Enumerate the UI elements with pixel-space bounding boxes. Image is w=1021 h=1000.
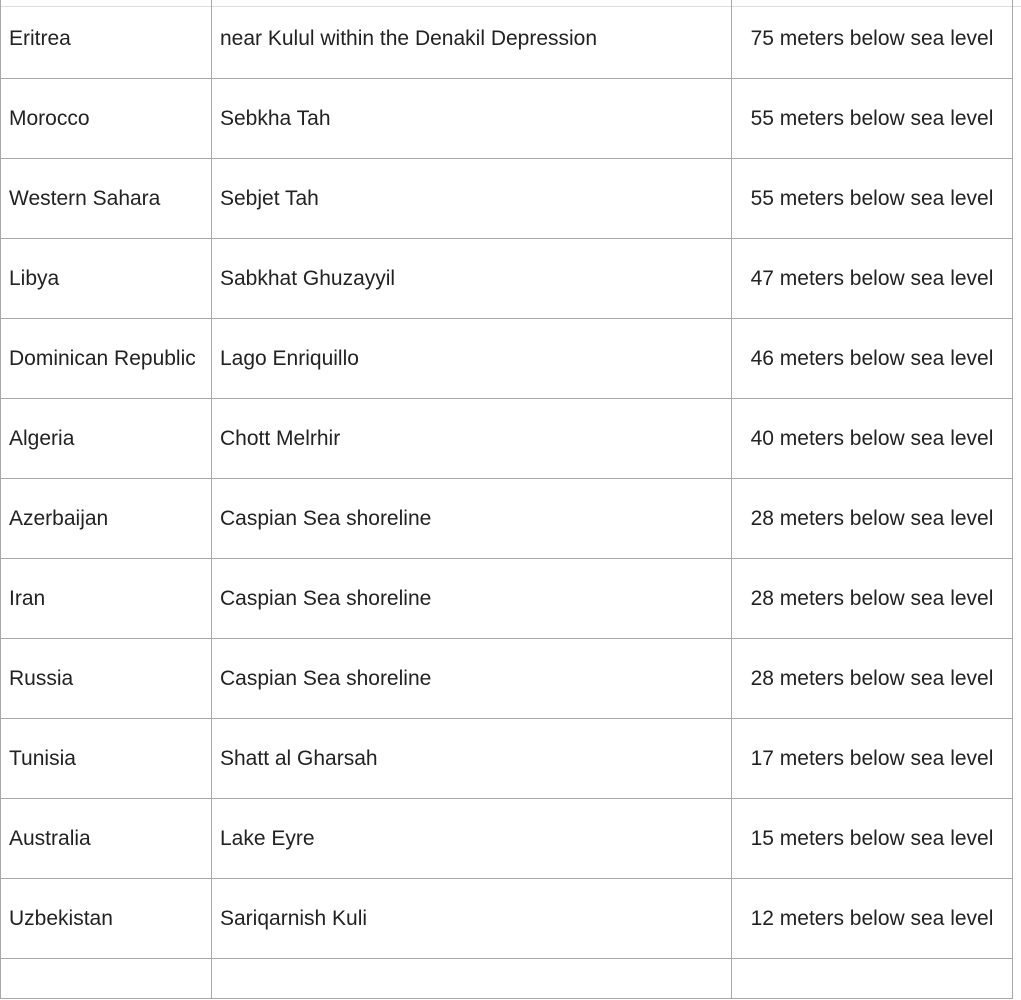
location-cell: Lago Enriquillo xyxy=(212,319,732,399)
elevation-cell: 40 meters below sea level xyxy=(732,399,1013,479)
location-cell: Shatt al Gharsah xyxy=(212,719,732,799)
table-row-cut-off xyxy=(1,959,1013,999)
location-cell: Sebkha Tah xyxy=(212,79,732,159)
elevation-cell: 28 meters below sea level xyxy=(732,559,1013,639)
table-row xyxy=(1,79,1013,159)
location-cell: Sariqarnish Kuli xyxy=(212,879,732,959)
location-cell: Chott Melrhir xyxy=(212,399,732,479)
country-cell: Eritrea xyxy=(1,0,212,79)
location-cell: Lake Eyre xyxy=(212,799,732,879)
location-cell: Sabkhat Ghuzayyil xyxy=(212,239,732,319)
table-row xyxy=(1,559,1013,639)
elevation-cell-empty xyxy=(732,959,1013,999)
country-cell: Iran xyxy=(1,559,212,639)
elevation-cell: 46 meters below sea level xyxy=(732,319,1013,399)
country-cell: Western Sahara xyxy=(1,159,212,239)
elevation-cell: 55 meters below sea level xyxy=(732,79,1013,159)
table-row xyxy=(1,639,1013,719)
table-row xyxy=(1,719,1013,799)
table-row xyxy=(1,0,1013,79)
elevation-cell: 17 meters below sea level xyxy=(732,719,1013,799)
table-row xyxy=(1,239,1013,319)
country-cell: Russia xyxy=(1,639,212,719)
country-cell: Tunisia xyxy=(1,719,212,799)
table-row xyxy=(1,799,1013,879)
location-cell-empty xyxy=(212,959,732,999)
elevation-cell: 28 meters below sea level xyxy=(732,639,1013,719)
country-cell-empty xyxy=(1,959,212,999)
country-cell: Azerbaijan xyxy=(1,479,212,559)
location-cell: Caspian Sea shoreline xyxy=(212,559,732,639)
table-row xyxy=(1,879,1013,959)
country-cell: Morocco xyxy=(1,79,212,159)
elevation-cell: 28 meters below sea level xyxy=(732,479,1013,559)
table-row xyxy=(1,399,1013,479)
table-row xyxy=(1,159,1013,239)
elevation-cell: 55 meters below sea level xyxy=(732,159,1013,239)
location-cell: near Kulul within the Denakil Depression xyxy=(212,0,732,79)
country-cell: Uzbekistan xyxy=(1,879,212,959)
elevation-cell: 47 meters below sea level xyxy=(732,239,1013,319)
location-cell: Sebjet Tah xyxy=(212,159,732,239)
elevation-cell: 15 meters below sea level xyxy=(732,799,1013,879)
country-cell: Libya xyxy=(1,239,212,319)
table-row xyxy=(1,479,1013,559)
elevation-cell: 12 meters below sea level xyxy=(732,879,1013,959)
country-cell: Australia xyxy=(1,799,212,879)
table-row xyxy=(1,319,1013,399)
elevation-cell: 75 meters below sea level xyxy=(732,0,1013,79)
country-cell: Algeria xyxy=(1,399,212,479)
location-cell: Caspian Sea shoreline xyxy=(212,639,732,719)
location-cell: Caspian Sea shoreline xyxy=(212,479,732,559)
country-cell: Dominican Republic xyxy=(1,319,212,399)
